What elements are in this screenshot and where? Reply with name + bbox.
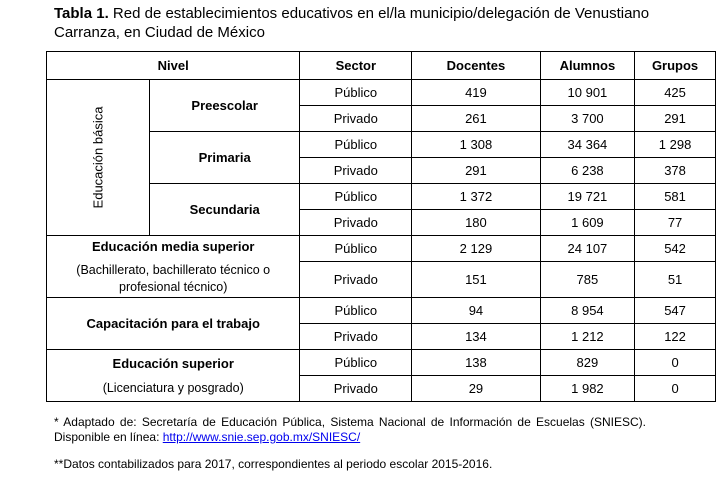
grupos-cell: 547: [635, 298, 716, 324]
table-row: [47, 80, 716, 106]
basica-cell: [47, 80, 150, 236]
alumnos-cell: 1 982: [540, 376, 634, 402]
sector-cell: Público: [300, 298, 412, 324]
caption-text: Red de establecimientos educativos en el/la municipio/delegación de Venustiano Carranza, en Ciudad de México: [54, 5, 650, 41]
grupos-cell: 542: [635, 236, 716, 262]
docentes-cell: 180: [412, 210, 541, 236]
docentes-cell: 1 308: [412, 132, 541, 158]
sector-cell: Privado: [300, 376, 412, 402]
media-cell: [47, 236, 300, 298]
grupos-cell: 425: [635, 80, 716, 106]
docentes-cell: 151: [412, 262, 541, 298]
docentes-cell: 138: [412, 350, 541, 376]
media-label: Educación media superior: [91, 239, 255, 254]
table-row: [47, 298, 716, 324]
primaria-label: Primaria: [149, 132, 300, 184]
table-row: [47, 236, 716, 262]
sector-cell: Público: [300, 132, 412, 158]
sector-cell: Público: [300, 80, 412, 106]
docentes-cell: 134: [412, 324, 541, 350]
superior-label: Educación superior: [112, 356, 234, 371]
header-nivel: Nivel: [47, 52, 300, 80]
grupos-cell: 378: [635, 158, 716, 184]
alumnos-cell: 1 212: [540, 324, 634, 350]
media-sub: (Bachillerato, bachillerato técnico o profesional técnico): [76, 263, 271, 294]
capacitacion-label: Capacitación para el trabajo: [47, 298, 300, 350]
sector-cell: Privado: [300, 106, 412, 132]
alumnos-cell: 6 238: [540, 158, 634, 184]
data-note: **Datos contabilizados para 2017, correspondientes al periodo escolar 2015-2016.: [54, 457, 493, 471]
sector-cell: Privado: [300, 210, 412, 236]
sector-cell: Público: [300, 236, 412, 262]
alumnos-cell: 10 901: [540, 80, 634, 106]
table-caption: [54, 4, 704, 42]
superior-sub: (Licenciatura y posgrado): [102, 381, 244, 395]
grupos-cell: 291: [635, 106, 716, 132]
grupos-cell: 1 298: [635, 132, 716, 158]
header-alumnos: Alumnos: [540, 52, 634, 80]
secundaria-label: Secundaria: [149, 184, 300, 236]
grupos-cell: 0: [635, 350, 716, 376]
sector-cell: Privado: [300, 158, 412, 184]
sector-cell: Público: [300, 184, 412, 210]
alumnos-cell: 1 609: [540, 210, 634, 236]
docentes-cell: 261: [412, 106, 541, 132]
source-text: * Adaptado de: Secretaría de Educación Pública, Sistema Nacional de Información de Escuelas (SNIESC). Disponible en línea:: [54, 415, 646, 444]
table-row: [47, 350, 716, 376]
alumnos-cell: 8 954: [540, 298, 634, 324]
docentes-cell: 291: [412, 158, 541, 184]
alumnos-cell: 829: [540, 350, 634, 376]
caption-label: Tabla 1.: [54, 5, 109, 22]
header-grupos: Grupos: [635, 52, 716, 80]
source-note: [54, 415, 646, 445]
alumnos-cell: 19 721: [540, 184, 634, 210]
alumnos-cell: 34 364: [540, 132, 634, 158]
sector-cell: Privado: [300, 262, 412, 298]
basica-label: Educación básica: [90, 106, 106, 209]
header-sector: Sector: [300, 52, 412, 80]
grupos-cell: 77: [635, 210, 716, 236]
superior-cell: [47, 350, 300, 402]
alumnos-cell: 3 700: [540, 106, 634, 132]
education-table: [46, 51, 716, 402]
docentes-cell: 29: [412, 376, 541, 402]
footnotes: [54, 415, 646, 472]
grupos-cell: 0: [635, 376, 716, 402]
header-docentes: Docentes: [412, 52, 541, 80]
preescolar-label: Preescolar: [149, 80, 300, 132]
grupos-cell: 581: [635, 184, 716, 210]
docentes-cell: 2 129: [412, 236, 541, 262]
source-link[interactable]: http://www.snie.sep.gob.mx/SNIESC/: [162, 430, 361, 444]
grupos-cell: 122: [635, 324, 716, 350]
docentes-cell: 1 372: [412, 184, 541, 210]
header-row: [47, 52, 716, 80]
alumnos-cell: 24 107: [540, 236, 634, 262]
docentes-cell: 94: [412, 298, 541, 324]
alumnos-cell: 785: [540, 262, 634, 298]
grupos-cell: 51: [635, 262, 716, 298]
docentes-cell: 419: [412, 80, 541, 106]
sector-cell: Privado: [300, 324, 412, 350]
sector-cell: Público: [300, 350, 412, 376]
